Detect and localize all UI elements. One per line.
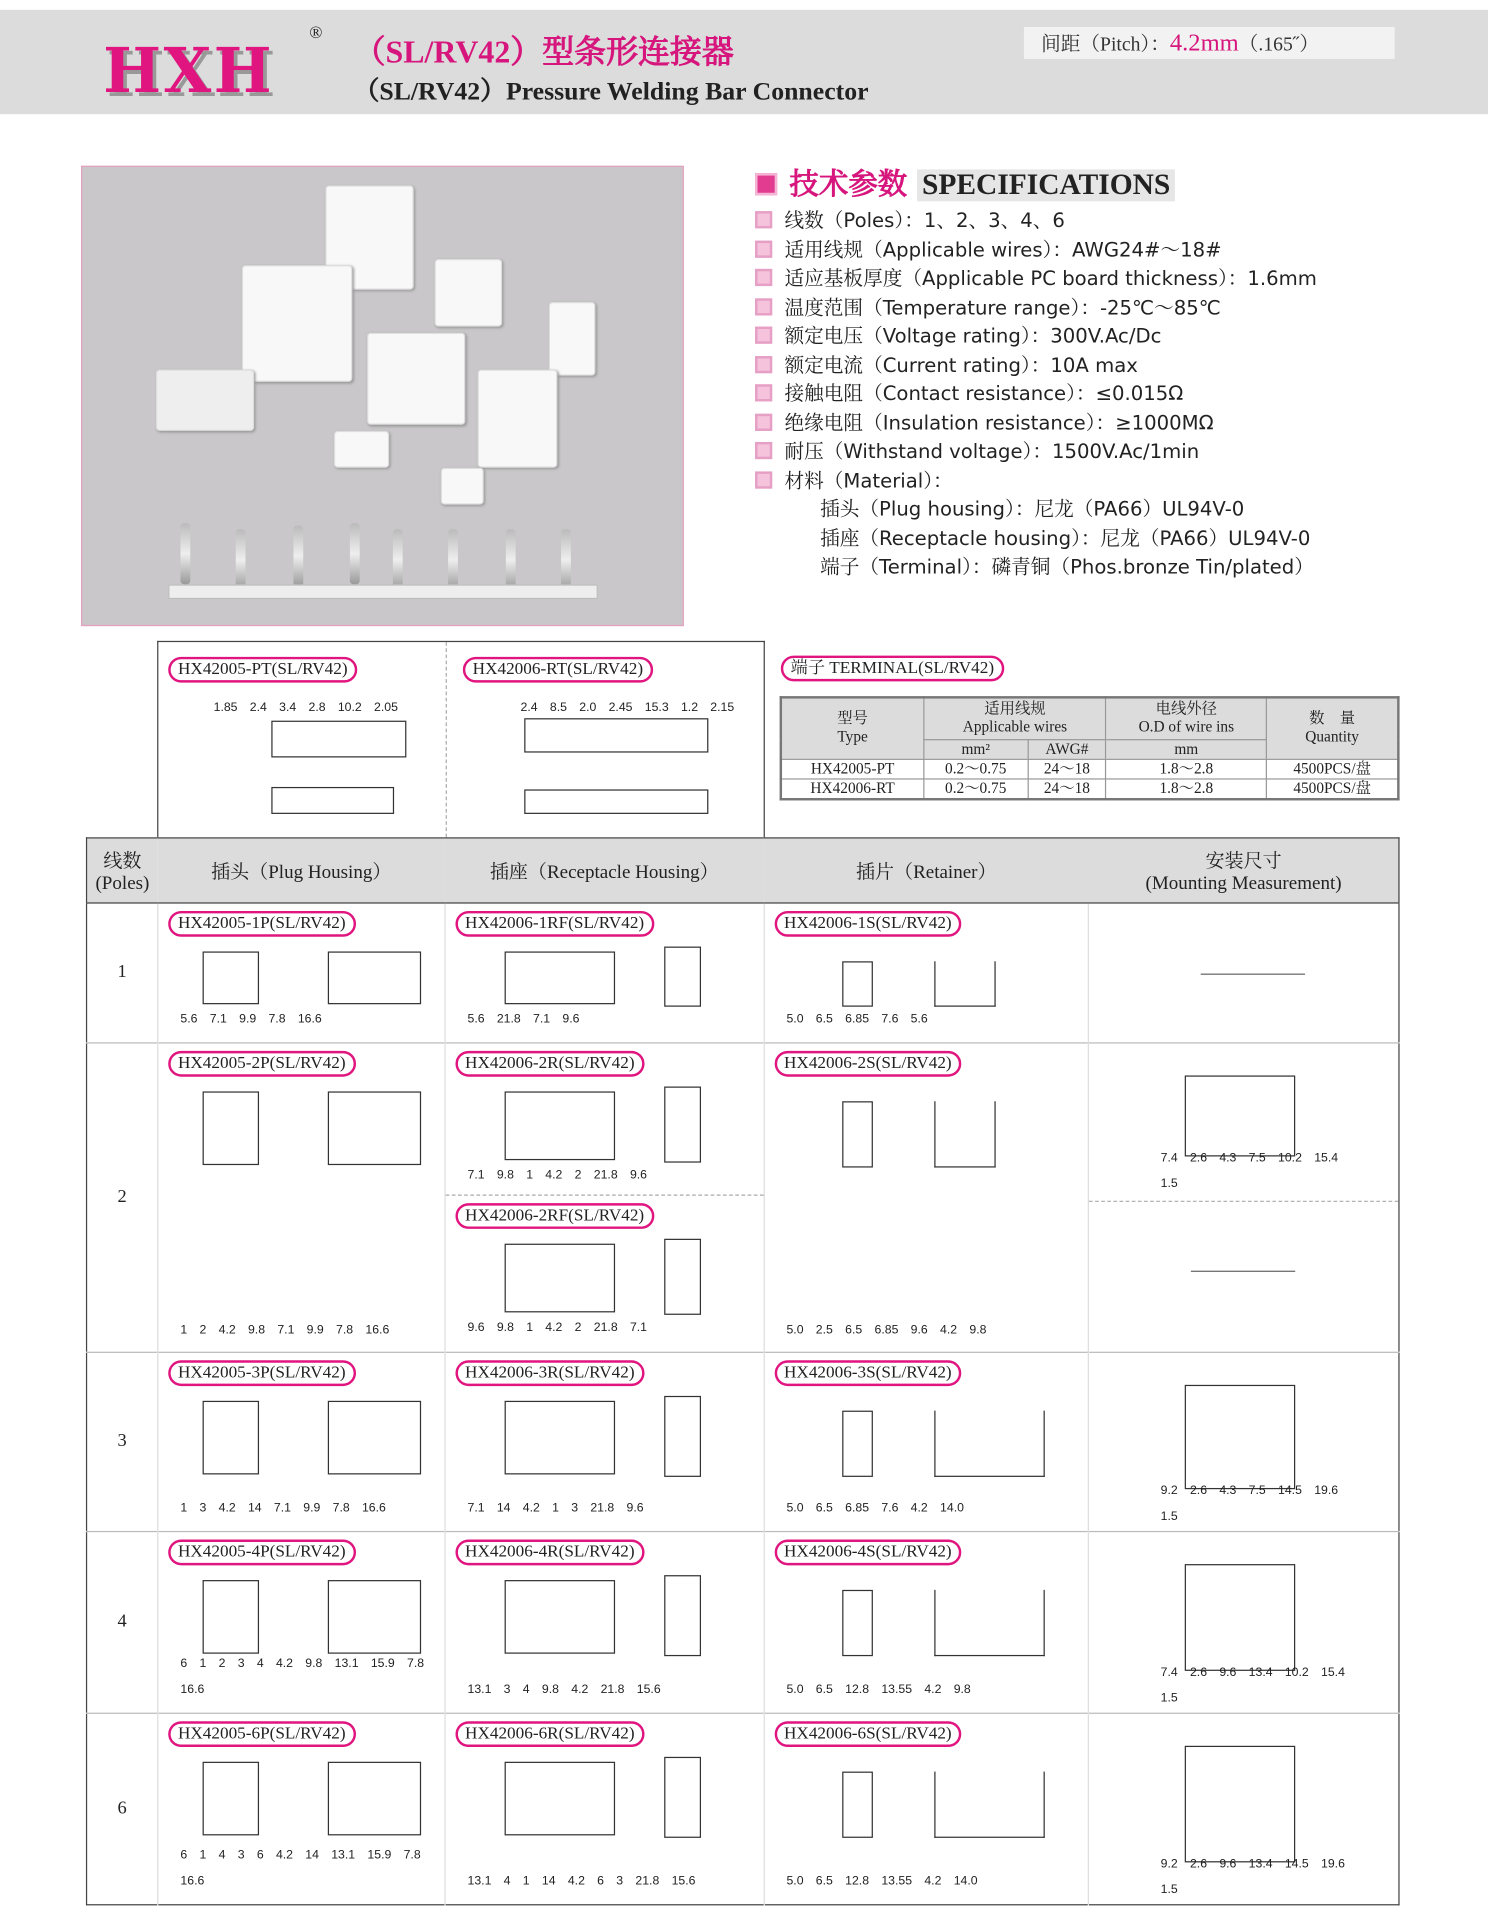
spec-item: 适应基板厚度（Applicable PC board thickness）：1.6mm — [755, 264, 1317, 293]
spec-item: 温度范围（Temperature range）：-25℃～85℃ — [755, 293, 1317, 322]
part-label: HX42005-2P(SL/RV42) — [168, 1051, 355, 1077]
dimension-label: 7.8 — [336, 1323, 354, 1337]
dimension-labels — [180, 1501, 450, 1515]
dimension-label: 9.2 — [1160, 1857, 1178, 1872]
poles-row — [87, 903, 1399, 1043]
dimension-label: 1 — [526, 1168, 534, 1183]
plug-cell — [158, 1713, 445, 1905]
col-poles: 线数 (Poles) — [87, 838, 158, 903]
dimension-label: 1.5 — [1160, 1177, 1178, 1191]
dimension-labels — [468, 1683, 738, 1697]
plug-cell — [158, 1532, 445, 1714]
dimension-label: 7.1 — [467, 1501, 485, 1515]
mounting-cell — [1089, 1352, 1399, 1531]
dimension-label: 4 — [218, 1848, 226, 1863]
col-mounting: 安装尺寸 (Mounting Measurement) — [1089, 838, 1399, 903]
dimension-label: 16.6 — [180, 1683, 205, 1697]
dimension-label: 4.3 — [1219, 1484, 1237, 1498]
part-label: HX42006-1RF(SL/RV42) — [455, 911, 654, 937]
receptacle-cell — [445, 1352, 764, 1531]
dimension-label: 1 — [526, 1321, 534, 1335]
dimension-label: 6 — [597, 1874, 605, 1889]
spec-item: 适用线规（Applicable wires）：AWG24#～18# — [755, 235, 1317, 264]
terminal-rt-label: HX42006-RT(SL/RV42) — [463, 657, 653, 683]
dimension-label: 2.4 — [249, 701, 267, 715]
part-label: HX42006-1S(SL/RV42) — [774, 911, 961, 937]
dimension-label: 2.15 — [710, 701, 735, 715]
pitch-inch: （.165˝） — [1238, 34, 1320, 56]
part-label: HX42006-4S(SL/RV42) — [774, 1540, 961, 1566]
dimension-label: 15.3 — [644, 701, 669, 715]
no-mounting-line — [1201, 973, 1305, 974]
specifications-heading: 技术参数 SPECIFICATIONS — [755, 160, 1175, 203]
dimension-label: 4 — [256, 1657, 264, 1671]
dimension-label: 9.6 — [626, 1501, 644, 1515]
dimension-label: 21.8 — [635, 1874, 660, 1889]
dimension-label: 6 — [180, 1848, 188, 1863]
dimension-label: 8.5 — [549, 701, 567, 715]
part-label: HX42006-3R(SL/RV42) — [455, 1360, 644, 1386]
title-english: （SL/RV42）Pressure Welding Bar Connector — [353, 76, 869, 106]
dimension-labels — [180, 1013, 450, 1027]
receptacle-cell — [445, 1043, 764, 1352]
dimension-label: 7.1 — [467, 1168, 485, 1183]
dimension-labels — [786, 1875, 1056, 1889]
dimension-label: 6.5 — [815, 1683, 833, 1697]
dimension-label: 2.6 — [1189, 1484, 1208, 1498]
dimension-label: 9.8 — [247, 1323, 266, 1337]
dimension-label: 4.2 — [218, 1323, 236, 1337]
spec-item: 耐压（Withstand voltage）：1500V.Ac/1min — [755, 437, 1317, 466]
spec-item: 绝缘电阻（Insulation resistance）：≥1000MΩ — [755, 408, 1317, 437]
dimension-label: 7.1 — [629, 1321, 648, 1335]
poles-row — [87, 1532, 1399, 1714]
dimension-label: 21.8 — [590, 1501, 615, 1515]
dimension-label: 4 — [503, 1874, 511, 1889]
dimension-label: 13.1 — [467, 1683, 492, 1697]
dimension-label: 3.4 — [279, 701, 297, 715]
dimension-label: 9.6 — [910, 1323, 928, 1337]
dimension-labels — [180, 1657, 450, 1696]
dimension-labels — [786, 1683, 1056, 1697]
receptacle-cell — [445, 1532, 764, 1714]
dimension-label: 7.1 — [277, 1323, 295, 1337]
dimension-label: 12.8 — [845, 1874, 870, 1889]
dimension-label: 13.55 — [881, 1874, 913, 1889]
dimension-label: 6.5 — [815, 1501, 833, 1515]
dimension-label: 10.2 — [1284, 1665, 1309, 1680]
dimension-label: 2.8 — [308, 701, 326, 715]
dimension-label: 7.8 — [403, 1848, 421, 1863]
dimension-label: 4.2 — [940, 1323, 958, 1337]
mounting-cell — [1089, 1043, 1399, 1352]
terminal-row: HX42005-PT 0.2～0.75 24～18 1.8～2.8 4500PCS/盘 — [781, 759, 1399, 779]
dimension-label: 7.6 — [881, 1501, 899, 1515]
dimension-label: 1 — [180, 1323, 188, 1337]
dimension-label: 7.8 — [332, 1501, 350, 1515]
dimension-label: 1 — [199, 1848, 207, 1863]
spec-item: 接触电阻（Contact resistance）：≤0.015Ω — [755, 379, 1317, 408]
part-label: HX42006-6R(SL/RV42) — [455, 1721, 644, 1747]
dimension-label: 13.1 — [334, 1657, 359, 1671]
part-label: HX42006-3S(SL/RV42) — [774, 1360, 961, 1386]
dimension-label: 6.5 — [815, 1012, 833, 1027]
dimension-label: 6.5 — [845, 1323, 863, 1337]
dimension-label: 4.3 — [1219, 1151, 1237, 1166]
receptacle-cell — [445, 903, 764, 1043]
dimension-label: 15.4 — [1314, 1151, 1339, 1166]
dimension-label: 15.4 — [1321, 1665, 1345, 1680]
part-label: HX42005-3P(SL/RV42) — [168, 1360, 355, 1386]
col-od: 电线外径 O.D of wire ins — [1106, 697, 1266, 739]
col-plug: 插头（Plug Housing） — [158, 838, 445, 903]
dimension-label: 4.2 — [924, 1683, 942, 1697]
dimension-labels — [786, 1323, 1056, 1337]
dimension-labels — [468, 1501, 738, 1515]
col-retainer: 插片（Retainer） — [764, 838, 1089, 903]
dimension-label: 9.6 — [562, 1012, 580, 1027]
dimension-label: 21.8 — [600, 1683, 625, 1697]
dimension-label: 14 — [496, 1501, 511, 1515]
title-chinese: （SL/RV42）型条形连接器 — [353, 34, 734, 70]
dimension-label: 2.6 — [1189, 1857, 1208, 1872]
dimension-label: 3 — [237, 1657, 245, 1671]
plug-cell — [158, 1043, 445, 1352]
dimension-label: 14.0 — [953, 1874, 978, 1889]
receptacle-cell — [445, 1713, 764, 1905]
mounting-cell — [1089, 1713, 1399, 1905]
dimension-label: 1.2 — [680, 701, 699, 715]
dimension-label: 1.5 — [1160, 1510, 1178, 1524]
poles-cell: 2 — [87, 1043, 158, 1352]
dimension-label: 4.2 — [218, 1501, 236, 1515]
dimension-label: 14 — [247, 1501, 262, 1515]
dimension-label: 10.2 — [1278, 1151, 1302, 1166]
dimension-label: 4.2 — [924, 1874, 942, 1889]
retainer-cell — [764, 1352, 1089, 1531]
dimension-label: 13.55 — [881, 1683, 913, 1697]
dimension-label: 3 — [571, 1501, 579, 1515]
plug-cell — [158, 1352, 445, 1531]
poles-cell: 6 — [87, 1713, 158, 1905]
dimension-label: 6.85 — [845, 1012, 870, 1027]
dimension-label: 7.1 — [209, 1012, 227, 1027]
dimension-label: 5.6 — [180, 1012, 198, 1027]
dimension-label: 5.0 — [786, 1874, 804, 1889]
terminal-table: 型号 Type 适用线规 Applicable wires 电线外径 O.D of wire ins 数 量 Quantity mm² AWG# mm HX42005-PT 0.2～0.75 24～18 1.8～2.8 4500PCS/盘 HX42006-RT 0.2～0.75 24～18 1.8～2.8 4500PCS/盘 — [780, 696, 1400, 800]
dimension-labels — [1161, 1152, 1357, 1191]
col-qty: 数 量 Quantity — [1267, 697, 1399, 758]
terminal-row: HX42006-RT 0.2～0.75 24～18 1.8～2.8 4500PCS/盘 — [781, 778, 1399, 798]
dimension-label: 9.8 — [953, 1683, 971, 1697]
dimension-label: 4.2 — [567, 1874, 585, 1889]
dimension-label: 9.6 — [629, 1168, 648, 1183]
dimension-label: 4.2 — [910, 1501, 928, 1515]
terminal-drawings — [157, 641, 765, 837]
dimension-labels — [468, 1875, 738, 1889]
retainer-cell — [764, 1532, 1089, 1714]
registered-mark: ® — [309, 24, 323, 43]
dimension-label: 9.6 — [1219, 1857, 1237, 1872]
brand-logo: HXH — [103, 34, 275, 107]
dimension-label: 10.2 — [337, 701, 362, 715]
dimension-labels — [1161, 1666, 1357, 1705]
dimension-label: 15.9 — [370, 1657, 395, 1671]
dimension-label: 12.8 — [845, 1683, 870, 1697]
spec-item: 材料（Material）： — [755, 466, 1317, 495]
dimension-label: 9.9 — [303, 1501, 321, 1515]
dimension-label: 9.6 — [1219, 1665, 1237, 1680]
dimension-label: 3 — [199, 1501, 207, 1515]
pitch-value: 4.2mm — [1169, 29, 1239, 57]
dimension-label: 2.05 — [374, 701, 398, 715]
poles-cell: 4 — [87, 1532, 158, 1714]
dimension-label: 6 — [256, 1848, 264, 1863]
specifications-list — [755, 206, 1317, 581]
dimension-label: 5.6 — [910, 1012, 928, 1027]
dimension-label: 6.85 — [845, 1501, 870, 1515]
dimension-label: 2 — [574, 1321, 582, 1335]
dimension-label: 7.5 — [1248, 1484, 1266, 1498]
dimension-label: 15.9 — [367, 1848, 392, 1863]
dimension-label: 2.5 — [815, 1323, 833, 1337]
dimension-label: 9.8 — [541, 1683, 559, 1697]
dimension-label: 9.8 — [305, 1657, 323, 1671]
retainer-cell — [764, 903, 1089, 1043]
part-label: HX42006-2RF(SL/RV42) — [455, 1203, 654, 1229]
spec-item: 额定电流（Current rating）：10A max — [755, 351, 1317, 380]
dimension-label: 6.5 — [815, 1874, 833, 1889]
dimension-label: 2.6 — [1189, 1151, 1208, 1166]
dimension-label: 13.1 — [331, 1848, 356, 1863]
dimension-label: 2.6 — [1189, 1665, 1208, 1680]
dimension-label: 16.6 — [365, 1323, 390, 1337]
part-label: HX42006-4R(SL/RV42) — [455, 1540, 644, 1566]
dimension-label: 2.4 — [520, 701, 538, 715]
part-label: HX42005-6P(SL/RV42) — [168, 1721, 355, 1747]
col-wires: 适用线规 Applicable wires — [924, 697, 1106, 739]
dimension-label: 21.8 — [593, 1168, 618, 1183]
poles-cell: 3 — [87, 1352, 158, 1531]
dimension-label: 21.8 — [496, 1012, 521, 1027]
part-label: HX42005-4P(SL/RV42) — [168, 1540, 355, 1566]
dimension-label: 3 — [616, 1874, 624, 1889]
dimension-label: 1 — [552, 1501, 559, 1515]
spec-item: 额定电压（Voltage rating）：300V.Ac/Dc — [755, 322, 1317, 351]
dimension-label: 3 — [237, 1848, 245, 1863]
dimension-label: 3 — [503, 1683, 511, 1697]
part-label: HX42006-2S(SL/RV42) — [774, 1051, 961, 1077]
dimension-label: 16.6 — [297, 1012, 322, 1027]
dimension-label: 7.1 — [273, 1501, 291, 1515]
spec-item: 线数（Poles）：1、2、3、4、6 — [755, 206, 1317, 235]
terminal-pt-label: HX42005-PT(SL/RV42) — [168, 657, 357, 683]
material-item: 插座（Receptacle housing）：尼龙（PA66）UL94V-0 — [820, 526, 1311, 550]
dimension-label: 5.6 — [467, 1012, 485, 1027]
dimension-label: 16.6 — [361, 1501, 386, 1515]
dimension-labels — [786, 1013, 1056, 1027]
poles-row — [87, 1352, 1399, 1531]
dimension-label: 9.9 — [306, 1323, 324, 1337]
terminal-table-title: 端子 TERMINAL(SL/RV42) — [781, 656, 1004, 682]
dimension-label: 1.85 — [213, 701, 238, 715]
dimension-label: 7.8 — [268, 1012, 286, 1027]
dimension-label: 19.6 — [1321, 1857, 1345, 1872]
dimension-label: 13.4 — [1248, 1665, 1273, 1680]
dimension-labels — [1161, 1858, 1357, 1897]
dimension-label: 14.5 — [1278, 1484, 1302, 1498]
dimension-label: 9.2 — [1160, 1484, 1178, 1498]
dimension-label: 1 — [180, 1501, 188, 1515]
dimension-labels — [468, 1013, 738, 1027]
dimension-label: 5.0 — [786, 1501, 804, 1515]
dimension-label: 14.5 — [1284, 1857, 1309, 1872]
dimension-label: 9.6 — [467, 1321, 485, 1335]
dimension-label: 1.5 — [1160, 1691, 1178, 1706]
dimension-label: 13.1 — [467, 1874, 492, 1889]
dimension-labels — [180, 1323, 450, 1337]
dimension-label: 7.1 — [533, 1012, 551, 1027]
dimension-label: 5.0 — [786, 1012, 804, 1027]
retainer-cell — [764, 1713, 1089, 1905]
dimension-label: 19.6 — [1314, 1484, 1339, 1498]
dimension-label: 4.2 — [275, 1657, 294, 1671]
poles-row — [87, 1043, 1399, 1352]
dimension-labels — [1161, 1484, 1357, 1523]
retainer-cell — [764, 1043, 1089, 1352]
dimension-label: 1 — [199, 1657, 207, 1671]
mounting-cell — [1089, 1532, 1399, 1714]
plug-cell — [158, 903, 445, 1043]
part-label: HX42006-6S(SL/RV42) — [774, 1721, 961, 1747]
dimension-label: 4.2 — [522, 1501, 540, 1515]
dimension-label: 13.4 — [1248, 1857, 1273, 1872]
dimension-label: 7.8 — [407, 1657, 425, 1671]
dimension-label: 2 — [218, 1657, 226, 1671]
dimension-label: 6.85 — [874, 1323, 899, 1337]
dimension-label: 2.45 — [608, 701, 633, 715]
dimension-label: 5.0 — [786, 1323, 804, 1337]
dimension-label: 14 — [541, 1874, 556, 1889]
dimension-label: 9.8 — [496, 1321, 514, 1335]
dimension-label: 7.6 — [881, 1012, 899, 1027]
dimension-label: 4.2 — [545, 1321, 563, 1335]
dimension-label: 7.5 — [1248, 1151, 1266, 1166]
dimension-label: 9.8 — [496, 1168, 514, 1183]
dimension-label: 14.0 — [940, 1501, 964, 1515]
dimension-label: 2.0 — [579, 701, 597, 715]
dimension-label: 21.8 — [593, 1321, 618, 1335]
housing-table — [86, 837, 1400, 1905]
dimension-label: 2 — [574, 1168, 582, 1183]
dimension-labels — [468, 1321, 738, 1335]
dimension-label: 7.4 — [1160, 1665, 1178, 1680]
dimension-label: 4 — [522, 1683, 530, 1697]
dimension-label: 2 — [199, 1323, 207, 1337]
pitch-box — [1024, 27, 1395, 59]
dimension-label: 4.2 — [571, 1683, 589, 1697]
dimension-label: 1.5 — [1160, 1883, 1178, 1897]
dimension-label: 4.2 — [545, 1168, 563, 1183]
dimension-label: 9.8 — [969, 1323, 987, 1337]
dimension-label: 16.6 — [180, 1874, 205, 1889]
part-label: HX42005-1P(SL/RV42) — [168, 911, 355, 937]
poles-row — [87, 1713, 1399, 1905]
col-receptacle: 插座（Receptacle Housing） — [445, 838, 764, 903]
no-mounting-line — [1191, 1270, 1295, 1271]
dimension-label: 15.6 — [636, 1683, 661, 1697]
dimension-label: 1 — [522, 1874, 530, 1889]
dimension-label: 6 — [180, 1657, 188, 1671]
pitch-label: 间距（Pitch）： — [1041, 34, 1170, 56]
product-photo — [81, 166, 684, 626]
dimension-labels — [180, 1849, 450, 1888]
mounting-cell — [1089, 903, 1399, 1043]
dimension-label: 4.2 — [275, 1848, 294, 1863]
material-item: 端子（Terminal）：磷青铜（Phos.bronze Tin/plated） — [820, 554, 1314, 579]
material-item: 插头（Plug housing）：尼龙（PA66）UL94V-0 — [820, 497, 1245, 521]
dimension-label: 5.0 — [786, 1683, 804, 1697]
dimension-labels — [786, 1501, 1056, 1515]
dimension-label: 7.4 — [1160, 1151, 1178, 1166]
dimension-label: 9.9 — [239, 1012, 257, 1027]
dimension-label: 15.6 — [671, 1874, 696, 1889]
col-type: 型号 Type — [781, 697, 924, 758]
dimension-label: 14 — [305, 1848, 319, 1863]
poles-cell: 1 — [87, 903, 158, 1043]
dimension-labels — [468, 1169, 738, 1183]
part-label: HX42006-2R(SL/RV42) — [455, 1051, 644, 1077]
